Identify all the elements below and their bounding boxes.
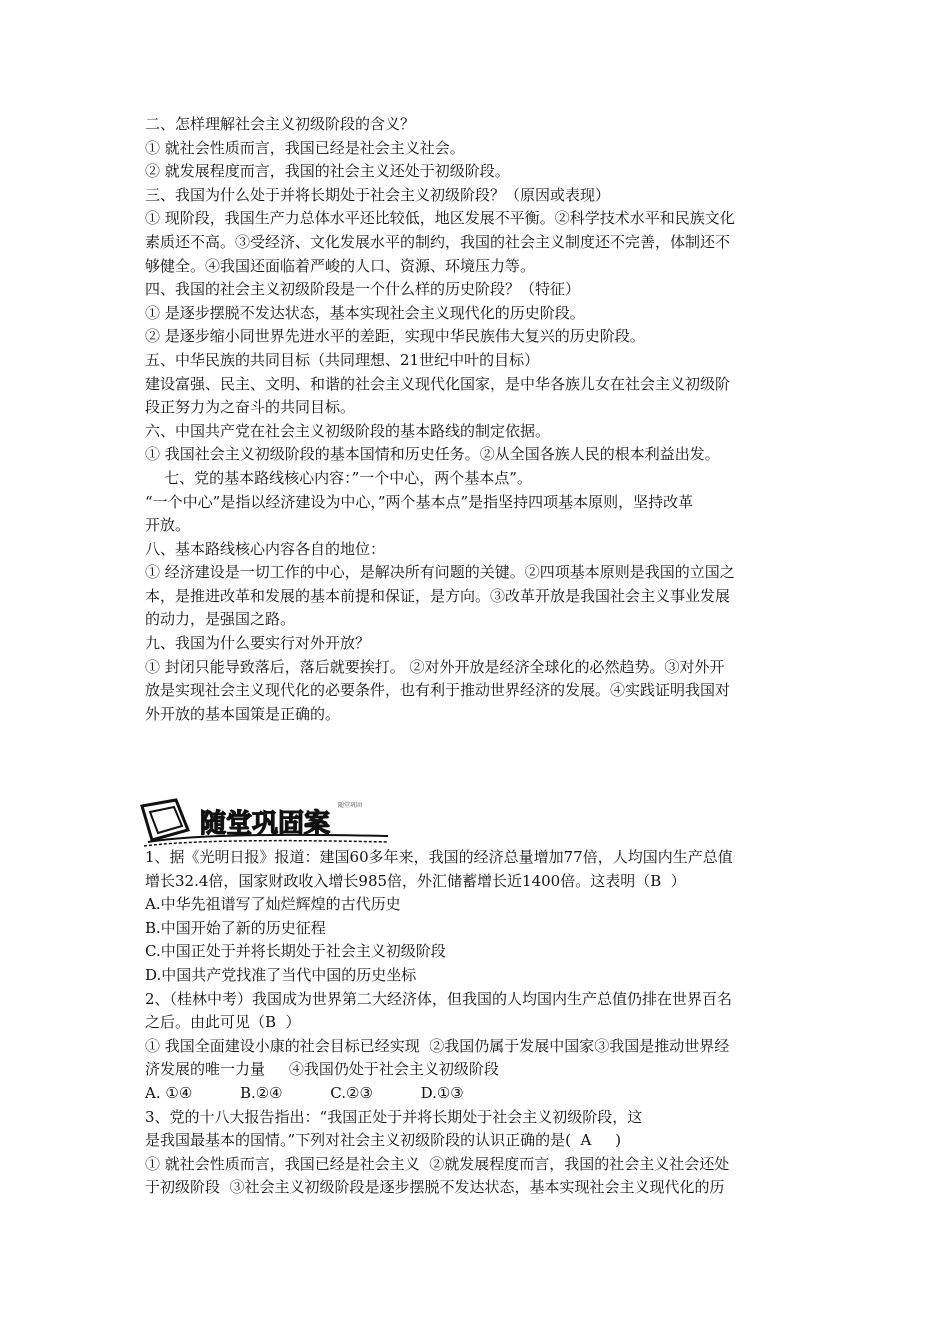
paragraph bbox=[145, 207, 810, 278]
text-line: 五、中华民族的共同目标（共同理想、21世纪中叶的目标） bbox=[145, 350, 540, 369]
question-paragraph bbox=[145, 1153, 810, 1200]
text-line: 九、我国为什么要实行对外开放？ bbox=[145, 634, 371, 653]
question-paragraph bbox=[145, 1082, 810, 1106]
text-line: “一个中心”是指以经济建设为中心，”两个基本点”是指坚持四项基本原则，坚持改革 bbox=[145, 492, 694, 511]
text-line: B.中国开始了新的历史征程 bbox=[145, 918, 326, 937]
text-line: ① 现阶段，我国生产力总体水平还比较低，地区发展不平衡。②科学技术水平和民族文化 bbox=[145, 209, 735, 228]
text-line: 3、党的十八大报告指出：“我国正处于并将长期处于社会主义初级阶段，这 bbox=[145, 1107, 643, 1126]
text-line: 素质还不高。③受经济、文化发展水平的制约，我国的社会主义制度还不完善，体制还不 bbox=[145, 232, 731, 251]
text-line: D.中国共产党找准了当代中国的历史坐标 bbox=[145, 965, 417, 984]
section-banner bbox=[138, 796, 398, 848]
paragraph bbox=[145, 420, 810, 444]
paragraph bbox=[145, 491, 810, 538]
text-line: 三、我国为什么处于并将长期处于社会主义初级阶段？（原因或表现） bbox=[145, 185, 611, 204]
text-line: 本，是推进改革和发展的基本前提和保证，是方向。③改革开放是我国社会主义事业发展 bbox=[145, 586, 731, 605]
text-line: ② 是逐步缩小同世界先进水平的差距，实现中华民族伟大复兴的历史阶段。 bbox=[145, 327, 645, 346]
question-paragraph bbox=[145, 846, 810, 893]
text-line: 够健全。④我国还面临着严峻的人口、资源、环境压力等。 bbox=[145, 256, 536, 275]
paragraph bbox=[145, 632, 810, 656]
text-line: 增长32.4倍，国家财政收入增长985倍，外汇储蓄增长近1400倍。这表明（B ） bbox=[145, 871, 686, 890]
question-paragraph bbox=[145, 964, 810, 988]
text-line: 是我国最基本的国情。”下列对社会主义初级阶段的认识正确的是( A ) bbox=[145, 1131, 622, 1150]
text-line: A.中华先祖谱写了灿烂辉煌的古代历史 bbox=[145, 895, 401, 914]
paragraph bbox=[145, 137, 810, 161]
question-paragraph bbox=[145, 988, 810, 1035]
banner-title: 随堂巩固案 bbox=[200, 809, 331, 839]
question-paragraph bbox=[145, 1106, 810, 1153]
text-line: ① 就社会性质而言，我国已经是社会主义 ②就发展程度而言，我国的社会主义社会还处 bbox=[145, 1154, 730, 1173]
paragraph bbox=[145, 467, 810, 491]
text-line: 1、据《光明日报》报道：建国60多年来，我国的经济总量增加77倍，人均国内生产总值 bbox=[145, 848, 733, 866]
text-line: 的动力，是强国之路。 bbox=[145, 610, 296, 629]
text-line: 二、怎样理解社会主义初级阶段的含义？ bbox=[145, 115, 416, 133]
text-line: 济发展的唯一力量 ④我国仍处于社会主义初级阶段 bbox=[145, 1060, 499, 1079]
paragraph bbox=[145, 302, 810, 326]
text-line: 开放。 bbox=[145, 516, 191, 535]
text-line: ② 就发展程度而言，我国的社会主义还处于初级阶段。 bbox=[145, 162, 510, 181]
text-line: 七、党的基本路线核心内容：”一个中心，两个基本点”。 bbox=[145, 468, 532, 487]
text-line: ① 是逐步摆脱不发达状态，基本实现社会主义现代化的历史阶段。 bbox=[145, 303, 585, 322]
paragraph bbox=[145, 538, 810, 562]
text-line: ① 经济建设是一切工作的中心，是解决所有问题的关键。②四项基本原则是我国的立国之 bbox=[145, 563, 735, 582]
paragraph bbox=[145, 160, 810, 184]
paragraph bbox=[145, 656, 810, 727]
paragraph bbox=[145, 113, 810, 137]
text-line: 之后。由此可见（B ） bbox=[145, 1013, 301, 1032]
text-line: A. ①④ B.②④ C.②③ D.①③ bbox=[145, 1083, 464, 1102]
banner-tagline: 随堂巩固 bbox=[338, 802, 363, 809]
text-line: 建设富强、民主、文明、和谐的社会主义现代化国家，是中华各族儿女在社会主义初级阶 bbox=[145, 374, 731, 393]
text-line: ① 就社会性质而言，我国已经是社会主义社会。 bbox=[145, 138, 465, 157]
text-line: 段正努力为之奋斗的共同目标。 bbox=[145, 398, 356, 417]
paragraph bbox=[145, 278, 810, 302]
text-line: 2、（桂林中考）我国成为世界第二大经济体，但我国的人均国内生产总值仍排在世界百名 bbox=[145, 989, 733, 1008]
question-paragraph bbox=[145, 893, 810, 917]
question-paragraph bbox=[145, 917, 810, 941]
paragraph bbox=[145, 349, 810, 373]
paragraph bbox=[145, 325, 810, 349]
text-line: 放是实现社会主义现代化的必要条件，也有利于推动世界经济的发展。④实践证明我国对 bbox=[145, 681, 731, 700]
question-paragraph bbox=[145, 1035, 810, 1082]
knowledge-points bbox=[145, 113, 810, 726]
text-line: ① 我国全面建设小康的社会目标已经实现 ②我国仍属于发展中国家③我国是推动世界经 bbox=[145, 1036, 730, 1055]
paragraph bbox=[145, 561, 810, 632]
paragraph bbox=[145, 443, 810, 467]
text-line: 四、我国的社会主义初级阶段是一个什么样的历史阶段？（特征） bbox=[145, 280, 581, 299]
text-line: 于初级阶段 ③社会主义初级阶段是逐步摆脱不发达状态，基本实现社会主义现代化的历 bbox=[145, 1178, 725, 1197]
text-line: 外开放的基本国策是正确的。 bbox=[145, 704, 341, 723]
question-paragraph bbox=[145, 940, 810, 964]
text-line: ① 我国社会主义初级阶段的基本国情和历史任务。②从全国各族人民的根本利益出发。 bbox=[145, 445, 720, 464]
text-line: ① 封闭只能导致落后，落后就要挨打。 ②对外开放是经济全球化的必然趋势。③对外开 bbox=[145, 657, 725, 676]
text-line: 八、基本路线核心内容各自的地位： bbox=[145, 539, 386, 558]
practice-questions bbox=[145, 846, 810, 1200]
text-line: 六、中国共产党在社会主义初级阶段的基本路线的制定依据。 bbox=[145, 421, 551, 440]
text-line: C.中国正处于并将长期处于社会主义初级阶段 bbox=[145, 942, 446, 961]
paragraph bbox=[145, 184, 810, 208]
paragraph bbox=[145, 373, 810, 420]
